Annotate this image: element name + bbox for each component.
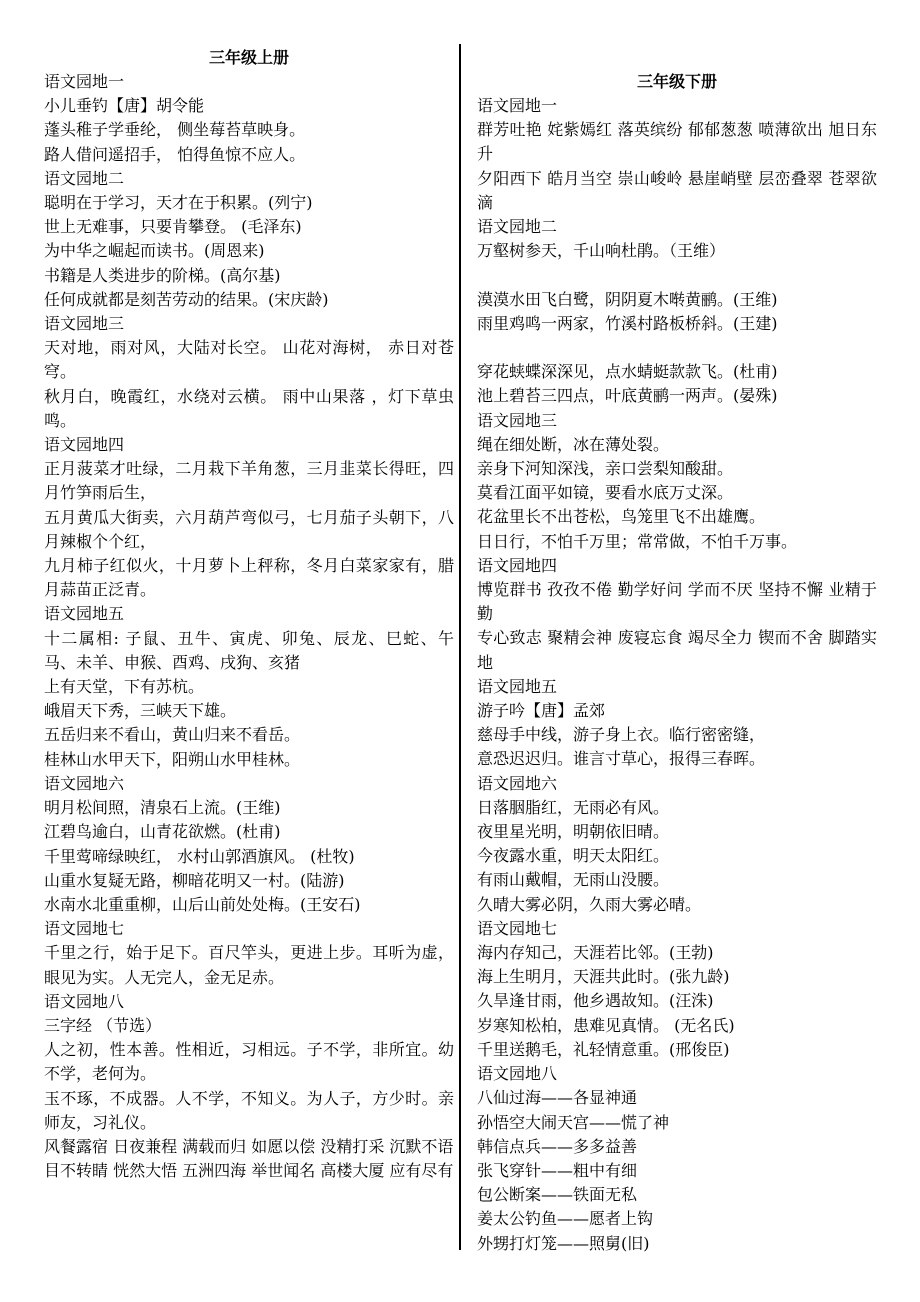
text-line: 游子吟【唐】孟郊 bbox=[477, 701, 606, 721]
text-line: 意恐迟迟归。谁言寸草心，报得三春晖。 bbox=[477, 749, 766, 769]
text-line: 久晴大雾必阴，久雨大雾必晴。 bbox=[477, 894, 702, 914]
text-line: 语文园地六 bbox=[477, 773, 558, 793]
blank-line bbox=[477, 336, 877, 360]
text-line: 绳在细处断，冰在薄处裂。 bbox=[477, 434, 670, 454]
text-line: 海上生明月，天涯共此时。(张九龄) bbox=[477, 967, 730, 987]
text-line: 天对地，雨对风，大陆对长空。 山花对海树， 赤日对苍穹。 bbox=[44, 338, 454, 382]
text-line: 峨眉天下秀，三峡天下雄。 bbox=[44, 701, 237, 721]
text-line: 外甥打灯笼——照舅(旧) bbox=[477, 1233, 650, 1253]
text-line: 语文园地二 bbox=[477, 217, 558, 237]
left-column-title: 三年级上册 bbox=[208, 48, 289, 67]
text-line: 人之初，性本善。性相近，习相远。子不学，非所宜。幼不学，老何为。 bbox=[44, 1040, 454, 1084]
text-line: 池上碧苔三四点，叶底黄鹂一两声。(晏殊) bbox=[477, 386, 778, 406]
text-line: 语文园地三 bbox=[477, 410, 558, 430]
right-column-title: 三年级下册 bbox=[636, 72, 717, 91]
text-line: 五月黄瓜大街卖，六月葫芦弯似弓，七月茄子头朝下，八月辣椒个个红， bbox=[44, 507, 454, 551]
text-line: 语文园地七 bbox=[477, 918, 558, 938]
text-line: 语文园地四 bbox=[44, 435, 125, 455]
text-line: 风餐露宿 日夜兼程 满载而归 如愿以偿 没精打采 沉默不语 bbox=[44, 1136, 454, 1156]
text-line: 水南水北重重柳，山后山前处处梅。(王安石) bbox=[44, 894, 361, 914]
text-line: 语文园地二 bbox=[44, 168, 125, 188]
text-line: 语文园地三 bbox=[44, 314, 125, 334]
text-line: 书籍是人类进步的阶梯。(高尔基) bbox=[44, 265, 281, 285]
text-line: 山重水复疑无路，柳暗花明又一村。(陆游) bbox=[44, 870, 345, 890]
column-divider bbox=[459, 44, 461, 1250]
right-column-text bbox=[477, 94, 877, 1256]
text-line: 漠漠水田飞白鹭，阴阴夏木啭黄鹂。(王维) bbox=[477, 289, 778, 309]
text-line: 语文园地五 bbox=[477, 676, 558, 696]
text-line: 千里送鹅毛，礼轻情意重。(邢俊臣) bbox=[477, 1039, 730, 1059]
text-line: 莫看江面平如镜，要看水底万丈深。 bbox=[477, 483, 734, 503]
text-line: 任何成就都是刻苦劳动的结果。(宋庆龄) bbox=[44, 289, 329, 309]
text-line: 小儿垂钓【唐】胡令能 bbox=[44, 96, 205, 116]
text-line: 雨里鸡鸣一两家，竹溪村路板桥斜。(王建) bbox=[477, 313, 778, 333]
text-line: 今夜露水重，明天太阳红。 bbox=[477, 846, 670, 866]
text-line: 十二属相: 子鼠、丑牛、寅虎、卯兔、辰龙、巳蛇、午马、未羊、申猴、酉鸡、戌狗、亥猪 bbox=[44, 628, 454, 672]
text-line: 目不转睛 恍然大悟 五洲四海 举世闻名 高楼大厦 应有尽有 bbox=[44, 1161, 454, 1181]
text-line: 海内存知己，天涯若比邻。(王勃) bbox=[477, 943, 714, 963]
blank-line bbox=[477, 263, 877, 287]
text-line: 岁寒知松柏，患难见真情。 (无名氏) bbox=[477, 1015, 735, 1035]
text-line: 慈母手中线，游子身上衣。临行密密缝， bbox=[477, 725, 766, 745]
text-line: 蓬头稚子学垂纶， 侧坐莓苔草映身。 bbox=[44, 120, 306, 140]
text-line: 穿花蛱蝶深深见，点水蜻蜓款款飞。(杜甫) bbox=[477, 362, 778, 382]
text-line: 江碧鸟逾白，山青花欲燃。(杜甫) bbox=[44, 822, 281, 842]
text-line: 夜里星光明，明朝依旧晴。 bbox=[477, 822, 670, 842]
text-line: 千里之行，始于足下。百尺竿头，更进上步。耳听为虚，眼见为实。人无完人，金无足赤。 bbox=[44, 943, 454, 987]
text-line: 语文园地四 bbox=[477, 555, 558, 575]
text-line: 聪明在于学习，天才在于积累。(列宁) bbox=[44, 193, 313, 213]
text-line: 语文园地一 bbox=[44, 72, 125, 91]
text-line: 日落胭脂红，无雨必有风。 bbox=[477, 797, 670, 817]
text-line: 韩信点兵——多多益善 bbox=[477, 1136, 638, 1156]
text-line: 久旱逢甘雨，他乡遇故知。(汪洙) bbox=[477, 991, 714, 1011]
text-line: 语文园地一 bbox=[477, 96, 558, 115]
text-line: 博览群书 孜孜不倦 勤学好问 学而不厌 坚持不懈 业精于勤 bbox=[477, 580, 877, 624]
text-line: 包公断案——铁面无私 bbox=[477, 1185, 638, 1205]
text-line: 桂林山水甲天下，阳朔山水甲桂林。 bbox=[44, 749, 301, 769]
text-line: 语文园地八 bbox=[44, 991, 125, 1011]
text-line: 五岳归来不看山，黄山归来不看岳。 bbox=[44, 725, 301, 745]
text-line: 姜太公钓鱼——愿者上钩 bbox=[477, 1209, 654, 1229]
text-line: 万壑树参天，千山响杜鹃。（王维） bbox=[477, 241, 726, 261]
text-line: 张飞穿针——粗中有细 bbox=[477, 1160, 638, 1180]
text-line: 孙悟空大闹天宫——慌了神 bbox=[477, 1112, 670, 1132]
text-line: 有雨山戴帽，无雨山没腰。 bbox=[477, 870, 670, 890]
text-line: 明月松间照，清泉石上流。(王维) bbox=[44, 798, 281, 818]
text-line: 为中华之崛起而读书。(周恩来) bbox=[44, 241, 265, 261]
text-line: 玉不琢，不成器。人不学，不知义。为人子，方少时。亲师友，习礼仪。 bbox=[44, 1088, 454, 1132]
text-line: 世上无难事，只要肯攀登。 (毛泽东) bbox=[44, 217, 302, 237]
text-line: 正月菠菜才吐绿，二月栽下羊角葱，三月韭菜长得旺，四月竹笋雨后生， bbox=[44, 459, 454, 503]
text-line: 千里莺啼绿映红， 水村山郭酒旗风。 (杜牧) bbox=[44, 846, 355, 866]
left-column-text bbox=[44, 70, 454, 1183]
text-line: 九月柿子红似火，十月萝卜上秤称，冬月白菜家家有，腊月蒜苗正泛青。 bbox=[44, 556, 454, 600]
text-line: 八仙过海——各显神通 bbox=[477, 1088, 638, 1108]
text-line: 语文园地七 bbox=[44, 919, 125, 939]
left-column bbox=[44, 0, 454, 1183]
text-line: 语文园地八 bbox=[477, 1064, 558, 1084]
right-column bbox=[477, 0, 877, 1256]
text-line: 亲身下河知深浅，亲口尝梨知酸甜。 bbox=[477, 459, 734, 479]
text-line: 秋月白，晚霞红，水绕对云横。 雨中山果落 ，灯下草虫鸣。 bbox=[44, 386, 454, 430]
text-line: 日日行，不怕千万里；常常做，不怕千万事。 bbox=[477, 531, 798, 551]
text-line: 上有天堂，下有苏杭。 bbox=[44, 677, 205, 697]
text-line: 专心致志 聚精会神 废寝忘食 竭尽全力 锲而不舍 脚踏实地 bbox=[477, 628, 877, 672]
text-line: 夕阳西下 皓月当空 崇山峻岭 悬崖峭壁 层峦叠翠 苍翠欲滴 bbox=[477, 168, 877, 212]
text-line: 语文园地五 bbox=[44, 604, 125, 624]
text-line: 三字经 （节选） bbox=[44, 1015, 162, 1035]
text-line: 语文园地六 bbox=[44, 773, 125, 793]
text-line: 群芳吐艳 姹紫嫣红 落英缤纷 郁郁葱葱 喷薄欲出 旭日东升 bbox=[477, 120, 877, 164]
text-line: 路人借问遥招手， 怕得鱼惊不应人。 bbox=[44, 144, 306, 164]
text-line: 花盆里长不出苍松，鸟笼里飞不出雄鹰。 bbox=[477, 507, 766, 527]
